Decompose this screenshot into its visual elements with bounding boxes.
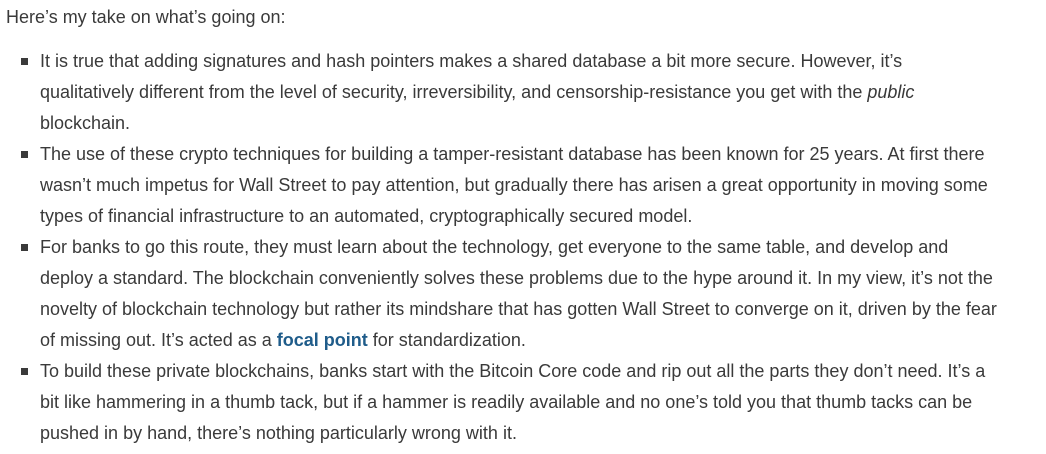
- text-line: pushed in by hand, there’s nothing particularly wrong with it.: [40, 423, 517, 443]
- text-line: blockchain.: [40, 113, 131, 133]
- list-item: [0, 356, 1046, 449]
- list-item: [0, 46, 1046, 139]
- square-bullet-icon: [21, 58, 28, 65]
- square-bullet-icon: [21, 244, 28, 251]
- emphasis-text: public: [867, 82, 915, 102]
- text-line: types of financial infrastructure to an automated, cryptographically secured model.: [40, 206, 693, 226]
- text-segment: of missing out. It’s acted as a: [40, 330, 277, 350]
- text-line: For banks to go this route, they must learn about the technology, get everyone to the same table, and develop and: [40, 237, 949, 257]
- square-bullet-icon: [21, 368, 28, 375]
- text-segment: qualitatively different from the level of security, irreversibility, and censorship-resistance you get with the: [40, 82, 868, 102]
- text-line: [40, 325, 1046, 356]
- list-item: [0, 139, 1046, 232]
- bullet-list: [0, 46, 1046, 449]
- text-line: To build these private blockchains, banks start with the Bitcoin Core code and rip out all the parts they don’t need. It’s a: [40, 361, 986, 381]
- text-line: [40, 77, 1046, 108]
- intro-text: Here’s my take on what’s going on:: [6, 7, 286, 27]
- square-bullet-icon: [21, 151, 28, 158]
- text-line: It is true that adding signatures and hash pointers makes a shared database a bit more secure. However, it’s: [40, 51, 903, 71]
- text-segment: for standardization.: [367, 330, 526, 350]
- text-line: The use of these crypto techniques for building a tamper-resistant database has been known for 25 years. At first there: [40, 144, 985, 164]
- text-line: deploy a standard. The blockchain conveniently solves these problems due to the hype around it. In my view, it’s not the: [40, 268, 993, 288]
- text-line: bit like hammering in a thumb tack, but if a hammer is readily available and no one’s told you that thumb tacks can be: [40, 392, 973, 412]
- text-line: wasn’t much impetus for Wall Street to pay attention, but gradually there has arisen a great opportunity in moving some: [40, 175, 988, 195]
- list-item: [0, 232, 1046, 356]
- text-line: novelty of blockchain technology but rather its mindshare that has gotten Wall Street to converge on it, driven by the fear: [40, 299, 997, 319]
- focal-point-link[interactable]: focal point: [276, 330, 368, 350]
